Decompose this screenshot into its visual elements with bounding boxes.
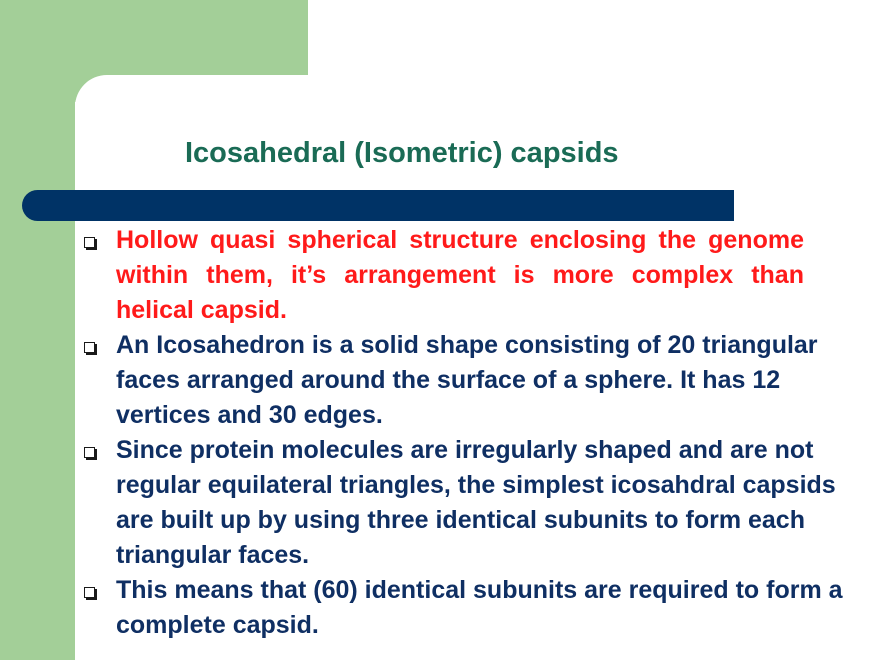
bullet-list bbox=[80, 223, 870, 643]
bullet-text: This means that (60) identical subunits are required to form a complete capsid. bbox=[116, 576, 843, 639]
bullet-item bbox=[80, 328, 870, 433]
title-underline-bar bbox=[22, 190, 734, 221]
square-bullet-icon bbox=[84, 237, 95, 248]
bullet-item bbox=[80, 433, 870, 573]
bullet-text: Hollow quasi spherical structure enclosing the genome within them, it’s arrangement is more complex than helical capsid. bbox=[116, 226, 804, 324]
slide-title: Icosahedral (Isometric) capsids bbox=[185, 137, 619, 169]
square-bullet-icon bbox=[84, 587, 95, 598]
bullet-text: An Icosahedron is a solid shape consisting of 20 triangular faces arranged around the surface of a sphere. It has 12 vertices and 30 edges. bbox=[116, 331, 818, 429]
bullet-item bbox=[80, 573, 870, 643]
bullet-item bbox=[80, 223, 804, 328]
square-bullet-icon bbox=[84, 342, 95, 353]
square-bullet-icon bbox=[84, 447, 95, 458]
bullet-text: Since protein molecules are irregularly shaped and are not regular equilateral triangles, the simplest icosahdral capsids are built up by using three identical subunits to form each triangular faces. bbox=[116, 436, 836, 569]
